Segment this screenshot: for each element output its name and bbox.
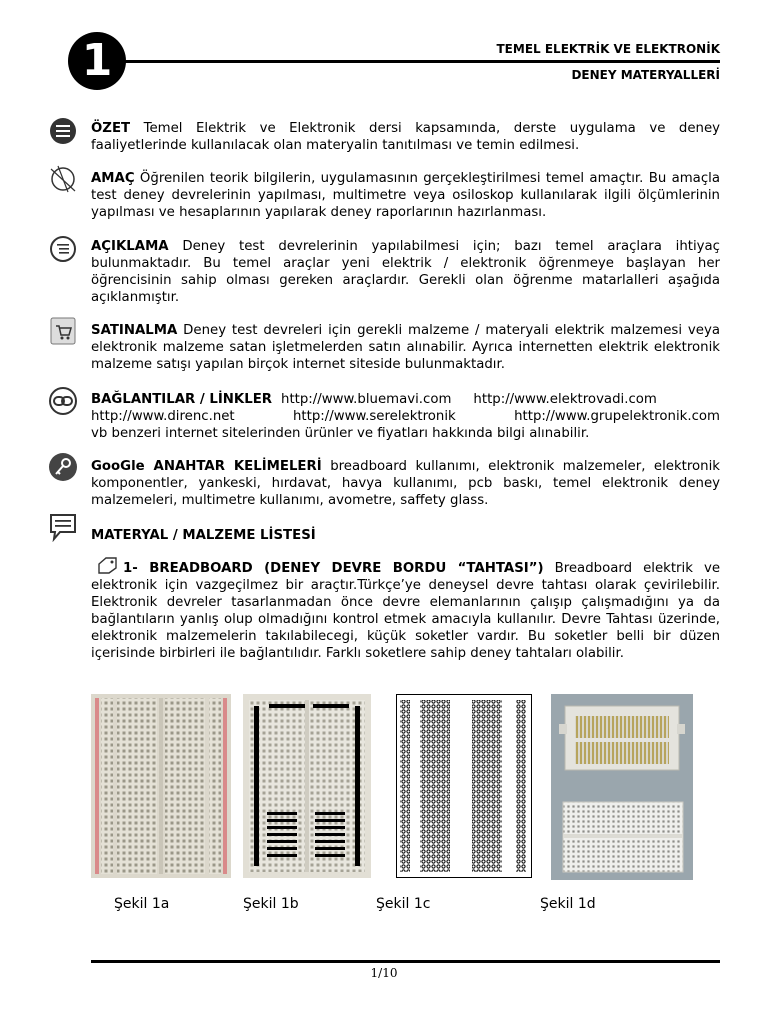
summary-label: ÖZET	[91, 121, 131, 136]
header-rule	[120, 60, 720, 63]
header-title: TEMEL ELEKTRİK VE ELEKTRONİK	[496, 42, 720, 56]
summary-section	[91, 120, 720, 154]
shopping-cart-icon	[48, 316, 78, 346]
materials-list-icon	[48, 512, 78, 542]
figure-caption-1a: Şekil 1a	[114, 896, 170, 912]
links-text: vb benzeri internet sitelerinden ürünler ve fiyatları hakkında bilgi alınabilir.	[91, 426, 590, 441]
breadboard-photo-1a	[91, 694, 231, 878]
page-number: 1/10	[370, 966, 398, 980]
description-text: Deney test devrelerinin yapılabilmesi için; bazı temel araçlara ihtiyaç bulunmaktadır. Bu temel araçlar yeni elektrik / elektronik öğrenmeye başlayan her öğrencisinin sahip olması gereken araçlardır. Gerekli olan öğrenme matarlalleri aşağıda açıklanmıştır.	[91, 239, 720, 305]
description-section	[91, 238, 720, 306]
goal-section	[91, 170, 720, 221]
breadboard-label: 1- BREADBOARD (DENEY DEVRE BORDU “TAHTASI”)	[123, 561, 544, 576]
materials-label: MATERYAL / MALZEME LİSTESİ	[91, 528, 316, 543]
summary-icon	[48, 116, 78, 146]
goal-label: AMAÇ	[91, 171, 135, 186]
figure-caption-1b: Şekil 1b	[243, 896, 299, 912]
list-icon	[48, 234, 78, 264]
chapter-number-badge: 1	[68, 32, 126, 90]
link-icon	[48, 386, 78, 416]
links-section	[91, 391, 720, 442]
figure-caption-1d: Şekil 1d	[540, 896, 596, 912]
breadboard-schematic-1c	[396, 694, 532, 878]
breadboard-photo-1d	[551, 694, 693, 880]
link-grupelektronik[interactable]: http://www.grupelektronik.com	[514, 409, 720, 424]
key-icon	[48, 452, 78, 482]
target-icon	[48, 164, 78, 194]
footer-rule	[91, 960, 720, 963]
figure-caption-1c: Şekil 1c	[376, 896, 431, 912]
link-bluemavi[interactable]: http://www.bluemavi.com	[281, 392, 452, 407]
links-label: BAĞLANTILAR / LİNKLER	[91, 392, 273, 407]
purchasing-label: SATINALMA	[91, 323, 178, 338]
keywords-label: GooGle ANAHTAR KELİMELERİ	[91, 459, 322, 474]
breadboard-diagram-1b	[243, 694, 371, 878]
summary-text: Temel Elektrik ve Elektronik dersi kapsamında, derste uygulama ve deney faaliyetlerinde kullanılacak olan materyalin tanıtılması ve temin edilmesi.	[91, 121, 720, 153]
description-label: AÇIKLAMA	[91, 239, 169, 254]
header-subtitle: DENEY MATERYALLERİ	[571, 68, 720, 82]
keywords-text: breadboard kullanımı, elektronik malzemeler, elektronik komponentler, yankeski, hırdavat, havya kullanımı, pcb baskı, temel elektronik deney malzemeleri, multimetre kullanımı, avometre, saffety glass.	[91, 459, 720, 508]
purchasing-section	[91, 322, 720, 373]
link-serelektronik[interactable]: http://www.serelektronik	[293, 409, 456, 424]
keywords-section	[91, 458, 720, 509]
link-direnc[interactable]: http://www.direnc.net	[91, 409, 235, 424]
materials-heading	[91, 527, 720, 544]
goal-text: Öğrenilen teorik bilgilerin, uygulamasının gerçekleştirilmesi temel amaçtır. Bu amaçla test deney devrelerinin yapılması, multimetre veya osiloskop kullanılarak ilgili ölçümlerinin yapılması ve hesaplarının yapılarak deney raporlarının hazırlanması.	[91, 171, 720, 220]
purchasing-text: Deney test devreleri için gerekli malzeme / materyali elektrik malzemesi veya elektronik malzeme satan işletmelerden satın alınabilir. Ayrıca internetten elektrik elektronik malzeme satışı yapılan birçok internet siteside bulunmaktadır.	[91, 323, 720, 372]
breadboard-text: Breadboard elektrik ve elektronik için vazgeçilmez bir araçtır.Türkçe’ye deneysel devre tahtası olarak çevirilebilir. Elektronik devreler tasarlanmadan önce devre elemanlarının çalışıp çalışmadığını ya da bağlantıların yanlış olup olmadığını kontrol etmek amacıyla kullanılır. Devre Tahtası üzerinde, elektronik malzemelerin takılabilecegi, küçük soketler vardır. Bu soketler belli bir düzen içerisinde birbirleri ile bağlantılıdır. Farklı soketlere sahip deney tahtaları olabilir.	[91, 561, 720, 661]
breadboard-section	[91, 560, 720, 662]
link-elektrovadi[interactable]: http://www.elektrovadi.com	[473, 392, 657, 407]
